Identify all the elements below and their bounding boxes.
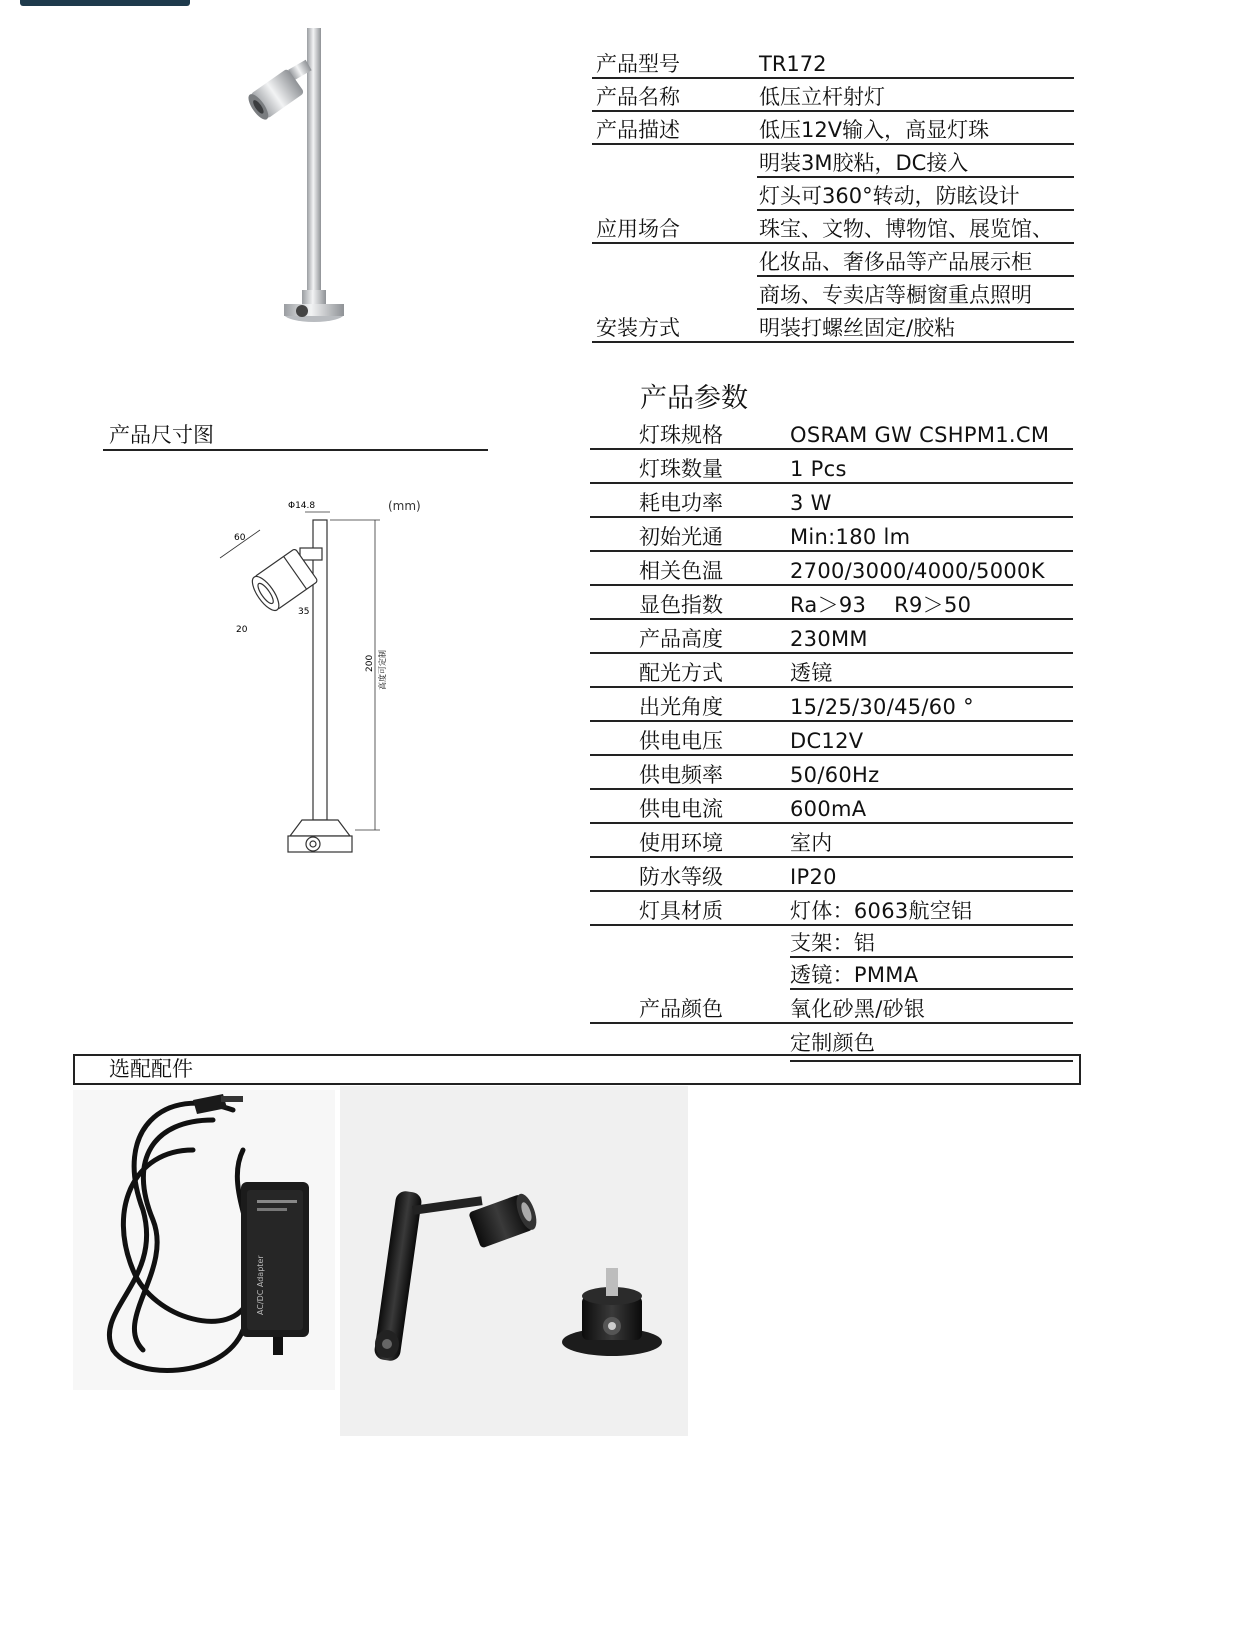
dim-head-length: 60 [234, 533, 246, 543]
spec-value: 230MM [790, 627, 868, 651]
spec-label: 供电电压 [639, 729, 723, 753]
spec-label: 供电电流 [639, 797, 723, 821]
spec-row [590, 722, 1073, 756]
info-value: 珠宝、文物、博物馆、展览馆、 [757, 216, 1074, 244]
spec-value: 600mA [790, 797, 867, 821]
spec-row [590, 450, 1073, 484]
spec-value: 透镜：PMMA [790, 962, 1073, 990]
info-row [592, 277, 1074, 310]
spec-value: Min:180 lm [790, 525, 911, 549]
spec-label: 供电频率 [639, 763, 723, 787]
spec-label: 灯珠规格 [639, 423, 723, 447]
spec-value: 3 W [790, 491, 832, 515]
spec-row [590, 926, 1073, 958]
info-row [592, 112, 1074, 145]
spec-value: 氧化砂黑/砂银 [790, 997, 926, 1021]
spec-label: 使用环境 [639, 831, 723, 855]
info-value: 化妆品、奢侈品等产品展示柜 [757, 249, 1074, 277]
spec-label: 配光方式 [639, 661, 723, 685]
spec-row [590, 756, 1073, 790]
spec-value: 定制颜色 [790, 1030, 1073, 1062]
spec-row [590, 858, 1073, 892]
info-label: 产品描述 [592, 117, 757, 145]
spec-label: 显色指数 [639, 593, 723, 617]
spec-label: 灯珠数量 [639, 457, 723, 481]
spec-value: Ra＞93 R9＞50 [790, 593, 972, 617]
spec-value: 室内 [790, 831, 833, 855]
dim-head-width: 35 [298, 607, 310, 617]
spec-value: 1 Pcs [790, 457, 847, 481]
info-value: 灯头可360°转动，防眩设计 [757, 183, 1074, 211]
info-label: 产品型号 [592, 51, 757, 79]
info-label: 应用场合 [592, 216, 757, 244]
dim-diameter: Φ14.8 [288, 501, 316, 511]
info-value: 明装3M胶粘，DC接入 [757, 150, 1074, 178]
info-row [592, 244, 1074, 277]
accessory-photo-adapter [73, 1090, 335, 1390]
spec-label: 初始光通 [639, 525, 723, 549]
spec-label: 产品高度 [639, 627, 723, 651]
brand-logo [20, 0, 190, 6]
spec-value: DC12V [790, 729, 864, 753]
spec-value: 支架：铝 [790, 930, 1073, 958]
info-value: TR172 [757, 51, 1074, 79]
spec-row [590, 518, 1073, 552]
spec-row [590, 824, 1073, 858]
info-value: 明装打螺丝固定/胶粘 [757, 315, 1074, 343]
spec-value: 15/25/30/45/60 ° [790, 695, 974, 719]
accessories-bar [73, 1054, 1081, 1085]
spec-value: 2700/3000/4000/5000K [790, 559, 1045, 583]
info-value: 低压12V输入，高显灯珠 [757, 117, 1074, 145]
spec-label: 出光角度 [639, 695, 723, 719]
product-info-table [592, 46, 1074, 343]
spec-row [590, 688, 1073, 722]
spec-row [590, 552, 1073, 586]
dim-height: 200 [365, 654, 375, 672]
dim-height-note: 高度可定制 [378, 650, 387, 690]
dimension-drawing [210, 490, 450, 870]
dim-head-base: 20 [236, 625, 248, 635]
spec-row [590, 484, 1073, 518]
spec-row [590, 654, 1073, 688]
info-row [592, 46, 1074, 79]
spec-label: 灯具材质 [639, 899, 723, 923]
info-label: 安装方式 [592, 315, 757, 343]
spec-label: 产品颜色 [639, 997, 723, 1021]
spec-label: 相关色温 [639, 559, 723, 583]
spec-value: 灯体：6063航空铝 [790, 899, 973, 923]
spec-row [590, 416, 1073, 450]
product-photo-silver [240, 24, 380, 326]
info-row [592, 145, 1074, 178]
spec-value: 50/60Hz [790, 763, 880, 787]
spec-title: 产品参数 [640, 383, 748, 414]
spec-row [590, 990, 1073, 1024]
spec-value: OSRAM GW CSHPM1.CM [790, 423, 1050, 447]
spec-row [590, 586, 1073, 620]
dim-unit: (mm) [388, 499, 421, 513]
info-row [592, 79, 1074, 112]
info-row [592, 211, 1074, 244]
adapter-label-text: AC/DC Adapter [256, 1255, 265, 1315]
spec-value: 透镜 [790, 661, 833, 685]
spec-label: 耗电功率 [639, 491, 723, 515]
info-label: 产品名称 [592, 84, 757, 112]
spec-label: 防水等级 [639, 865, 723, 889]
info-value: 低压立杆射灯 [757, 84, 1074, 112]
spec-row [590, 790, 1073, 824]
info-row [592, 178, 1074, 211]
accessory-photo-black-lamp [340, 1086, 688, 1436]
spec-row [590, 620, 1073, 654]
spec-row [590, 892, 1073, 926]
spec-table [590, 416, 1073, 1062]
accessories-title: 选配配件 [109, 1057, 193, 1081]
info-row [592, 310, 1074, 343]
dimension-title: 产品尺寸图 [103, 421, 488, 451]
info-value: 商场、专卖店等橱窗重点照明 [757, 282, 1074, 310]
spec-value: IP20 [790, 865, 837, 889]
spec-row [590, 958, 1073, 990]
